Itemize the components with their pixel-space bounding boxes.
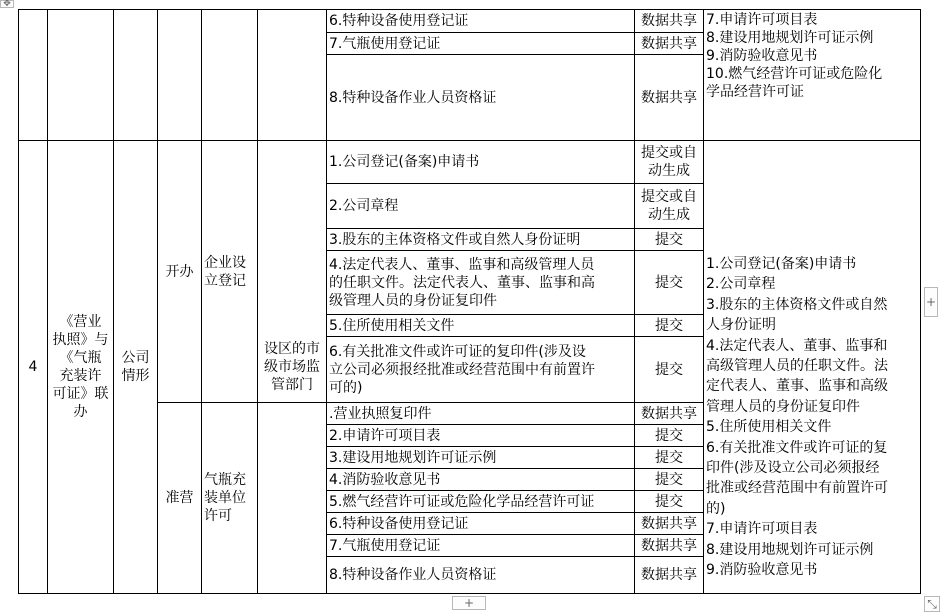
result-cell [706, 254, 920, 581]
item-name-line: 办 [73, 404, 88, 420]
result-line: 5.住所使用相关文件 [706, 419, 832, 436]
result-line: 3.股东的主体资格文件或自然 [706, 296, 888, 313]
method-cell: 数据共享 [641, 35, 697, 52]
result-line: 6.有关批准文件或许可证的复 [706, 439, 888, 456]
result-line: 人身份证明 [706, 317, 776, 334]
department-cell [258, 141, 326, 593]
material-cell: 1.公司登记(备案)申请书 [329, 154, 480, 170]
material-cell: .营业执照复印件 [329, 405, 432, 422]
result-line: 7.申请许可项目表 [706, 12, 818, 28]
table-move-handle[interactable] [0, 0, 14, 8]
situation-line: 情形 [121, 368, 150, 384]
stage-cell: 准营 [165, 490, 194, 506]
item-name-line: 充装许 [59, 368, 102, 384]
result-line: 1.公司登记(备案)申请书 [706, 256, 857, 272]
method-cell: 提交 [655, 361, 683, 378]
material-cell: 3.建设用地规划许可证示例 [329, 449, 497, 466]
method-cell: 提交 [655, 317, 683, 334]
move-icon: ✥ [3, 0, 11, 9]
row-number: 4 [28, 359, 38, 375]
table-line [18, 593, 920, 594]
add-column-button[interactable] [924, 287, 938, 317]
material-cell: 2.公司章程 [329, 198, 399, 214]
resize-icon: ⤡ [927, 597, 937, 611]
method-cell: 数据共享 [641, 89, 697, 106]
method-cell: 数据共享 [641, 13, 697, 29]
result-line: 8.建设用地规划许可证示例 [706, 30, 874, 46]
result-line: 印件(涉及设立公司必须报经 [706, 460, 880, 477]
material-cell: 8.特种设备作业人员资格证 [329, 89, 497, 106]
matter-cell [204, 141, 257, 402]
result-line: 学品经营许可证 [706, 84, 804, 100]
matter-cell [204, 403, 257, 593]
table-line [703, 9, 704, 594]
method-cell: 数据共享 [641, 405, 697, 422]
material-cell: 5.住所使用相关文件 [329, 317, 455, 334]
material-cell: 2.申请许可项目表 [329, 427, 441, 444]
plus-icon: + [463, 596, 475, 610]
method-cell: 提交 [655, 427, 683, 444]
item-name-line: 可证》联 [52, 386, 109, 402]
matter-line: 企业设 [204, 254, 246, 271]
material-cell: 5.燃气经营许可证或危险化学品经营许可证 [329, 493, 595, 510]
plus-icon: + [925, 295, 937, 309]
method-cell: 提交 [655, 274, 683, 291]
result-line: 10.燃气经营许可证或危险化 [706, 66, 883, 82]
item-name-line: 执照》与 [52, 332, 109, 348]
situation-line: 公司 [121, 350, 150, 366]
department-line: 管部门 [271, 377, 313, 393]
method-cell: 提交 [655, 471, 683, 488]
material-cell: 6.特种设备使用登记证 [329, 515, 469, 532]
material-cell: 7.气瓶使用登记证 [329, 537, 441, 554]
method-cell: 数据共享 [641, 567, 697, 583]
table-line [326, 9, 327, 594]
matter-line: 许可 [204, 508, 232, 524]
method-cell: 数据共享 [641, 515, 697, 532]
method-cell: 提交或自 动生成 [641, 145, 697, 179]
matter-line: 立登记 [204, 272, 246, 289]
table-line [201, 9, 202, 594]
material-cell: 4.消防验收意见书 [329, 471, 441, 488]
material-cell: 6.特种设备使用登记证 [329, 13, 469, 29]
item-name-line: 《营业 [59, 314, 102, 330]
material-cell: 4.法定代表人、董事、监事和高级管理人员 的任职文件。法定代表人、董事、监事和高 级管理人员的身份证复印件 [329, 256, 595, 309]
table-resize-handle[interactable] [924, 596, 940, 612]
result-line: 9.消防验收意见书 [706, 562, 818, 579]
result-line: 管理人员的身份证复印件 [706, 398, 860, 415]
material-cell: 3.股东的主体资格文件或自然人身份证明 [329, 231, 581, 248]
result-line: 7.申请许可项目表 [706, 521, 818, 538]
material-cell: 7.气瓶使用登记证 [329, 35, 441, 52]
department-line: 设区的市 [264, 341, 320, 357]
stage-cell: 开办 [165, 263, 194, 280]
situation-cell [114, 141, 157, 593]
result-line: 批准或经营范围中有前置许可 [706, 480, 888, 497]
result-line: 4.法定代表人、董事、监事和 [706, 337, 888, 354]
method-cell: 提交或自 动生成 [641, 189, 697, 223]
matter-line: 气瓶充 [204, 472, 246, 488]
add-row-button[interactable] [452, 596, 486, 610]
item-name-line: 《气瓶 [59, 350, 102, 366]
table-line [920, 9, 921, 594]
material-cell: 8.特种设备作业人员资格证 [329, 567, 497, 583]
result-line: 8.建设用地规划许可证示例 [706, 541, 874, 558]
method-cell: 数据共享 [641, 537, 697, 554]
method-cell: 提交 [655, 231, 683, 248]
result-line: 定代表人、董事、监事和高级 [706, 378, 888, 395]
result-line: 2.公司章程 [706, 276, 776, 293]
matter-line: 装单位 [204, 490, 246, 506]
result-cell [706, 11, 920, 101]
material-cell: 6.有关批准文件或许可证的复印件(涉及设 立公司必须报经批准或经营范围中有前置许 可的) [329, 343, 595, 396]
result-line: 的) [706, 500, 726, 517]
method-cell: 提交 [655, 493, 683, 510]
method-cell: 提交 [655, 449, 683, 466]
result-line: 9.消防验收意见书 [706, 48, 818, 64]
result-line: 高级管理人员的任职文件。法 [706, 358, 888, 375]
item-name-cell [48, 141, 113, 593]
department-line: 级市场监 [264, 359, 320, 375]
